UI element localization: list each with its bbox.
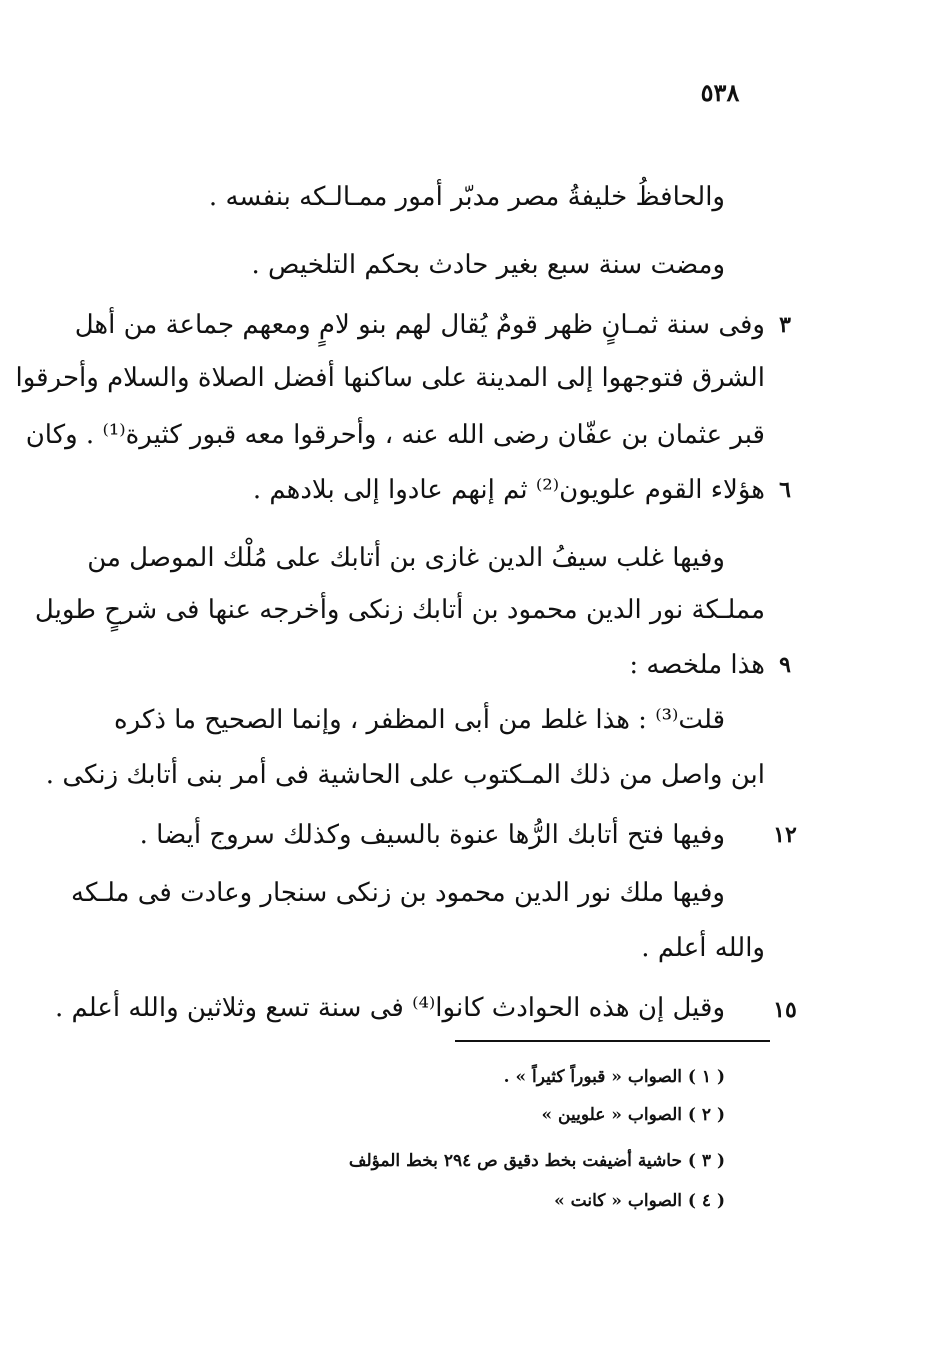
text-line: والله أعلم . [641, 933, 765, 963]
text-line: والحافظُ خليفةُ مصر مدبّر أمور ممـالـكه بنفسه . [208, 182, 725, 212]
text-line: وفيها فتح أتابك الرُّها عنوة بالسيف وكذلك سروج أيضا . [139, 820, 725, 850]
page-number: ٥٣٨ [700, 78, 740, 107]
text-line: قلت⁽³⁾ : هذا غلط من أبى المظفر ، وإنما الصحيح ما ذكره [113, 705, 725, 735]
text-line: وفيها ملك نور الدين محمود بن زنكى سنجار وعادت فى ملـكه [71, 878, 725, 908]
text-line: قبر عثمان بن عفّان رضى الله عنه ، وأحرقوا معه قبور كثيرة⁽¹⁾ . وكان [25, 420, 765, 450]
footnote: ( ٤ ) الصواب « كانت » [554, 1191, 725, 1211]
text-line: مملـكة نور الدين محمود بن أتابك زنكى وأخرجه عنها فى شرحٍ طويل [34, 595, 765, 625]
text-line: هؤلاء القوم علويون⁽²⁾ ثم إنهم عادوا إلى بلادهم . [252, 475, 765, 505]
text-line: وقيل إن هذه الحوادث كانوا⁽⁴⁾ فى سنة تسع وثلاثين والله أعلم . [54, 993, 725, 1023]
text-line: ابن واصل من ذلك المـكتوب على الحاشية فى أمر بنى أتابك زنكى . [45, 760, 765, 790]
line-number: ٦ [779, 477, 791, 503]
text-line: ومضت سنة سبع بغير حادث بحكم التلخيص . [251, 250, 725, 280]
line-number: ١٥ [773, 997, 797, 1023]
line-number: ٩ [779, 652, 791, 678]
line-number: ١٢ [773, 822, 797, 848]
text-line: هذا ملخصه : [629, 650, 765, 680]
text-line: وفى سنة ثمـانٍ ظهر قومٌ يُقال لهم بنو لامٍ ومعهم جماعة من أهل [74, 310, 765, 340]
text-line: وفيها غلب سيفُ الدين غازى بن أتابك على مُلْك الموصل من [87, 543, 725, 573]
footnote: ( ٢ ) الصواب « علويين » [541, 1105, 725, 1125]
footnote: ( ١ ) الصواب « قبوراً كثيراً » . [503, 1067, 725, 1087]
footnote-divider [455, 1040, 770, 1042]
text-line: الشرق فتوجهوا إلى المدينة على ساكنها أفضل الصلاة والسلام وأحرقوا [15, 363, 765, 393]
line-number: ٣ [779, 312, 791, 338]
footnote: ( ٣ ) حاشية أضيفت بخط دقيق ص ٢٩٤ بخط المؤلف [348, 1151, 725, 1171]
